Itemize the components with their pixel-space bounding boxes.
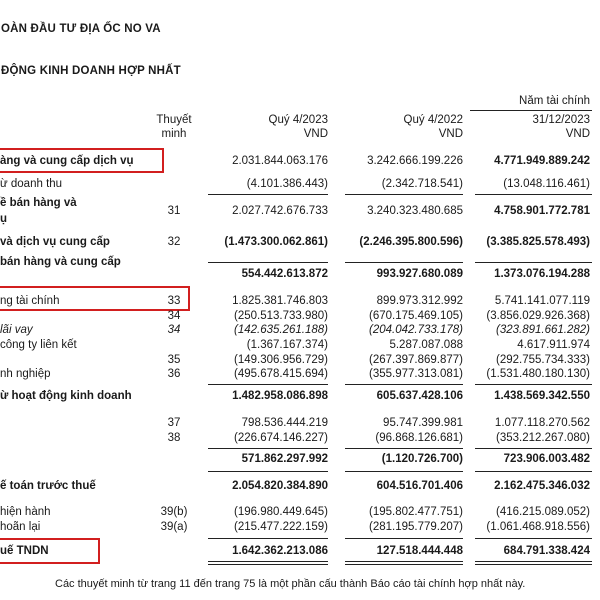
subtotal-rule (475, 448, 592, 449)
report-title: ĐỘNG KINH DOANH HỢP NHẤT (1, 65, 181, 77)
highlight-box (0, 538, 100, 564)
cell-fy-2023: (353.212.267.080) (496, 432, 590, 444)
row-label: uế TNDN (0, 545, 49, 557)
row-label: ế toán trước thuế (0, 480, 96, 492)
row-label: àng và cung cấp dịch vụ (0, 155, 134, 167)
row-note: 33 (167, 295, 181, 307)
subtotal-rule (345, 538, 463, 539)
row-label: hiện hành (0, 506, 51, 518)
header-q4-2023-unit: VND (303, 128, 328, 140)
total-double-rule (208, 561, 328, 565)
header-q4-2023: Quý 4/2023 (268, 114, 328, 126)
cell-q4-2023: 554.442.613.872 (241, 268, 328, 280)
cell-q4-2023: 2.031.844.063.176 (232, 155, 328, 167)
cell-q4-2022: 127.518.444.448 (376, 545, 463, 557)
cell-q4-2022: (2.246.395.800.596) (359, 236, 463, 248)
row-note: 39(b) (160, 506, 188, 518)
total-double-rule (345, 561, 463, 565)
cell-q4-2022: (2.342.718.541) (381, 178, 463, 190)
cell-fy-2023: 1.077.118.270.562 (494, 417, 590, 429)
cell-q4-2022: (96.868.126.681) (375, 432, 463, 444)
subtotal-rule (345, 194, 463, 195)
row-label: ừ hoạt động kinh doanh (0, 390, 132, 402)
cell-fy-2023: 1.438.569.342.550 (494, 390, 590, 402)
cell-q4-2022: (267.397.869.877) (369, 354, 463, 366)
subtotal-rule (475, 471, 592, 472)
subtotal-rule (475, 194, 592, 195)
cell-q4-2022: 95.747.399.981 (383, 417, 463, 429)
header-31-12-2023-unit: VND (565, 128, 590, 140)
header-fiscal-year-rule (470, 110, 592, 111)
subtotal-rule (345, 384, 463, 385)
cell-q4-2022: 605.637.428.106 (376, 390, 463, 402)
row-note: 34 (167, 310, 181, 322)
header-fiscal-year: Năm tài chính (519, 95, 590, 107)
cell-q4-2022: (204.042.733.178) (369, 324, 463, 336)
row-note: 31 (167, 205, 181, 217)
cell-q4-2022: (670.175.469.105) (369, 310, 463, 322)
cell-q4-2022: 993.927.680.089 (376, 268, 463, 280)
cell-q4-2023: (4.101.386.443) (246, 178, 328, 190)
cell-fy-2023: (3.856.029.926.368) (486, 310, 590, 322)
cell-q4-2023: (1.367.167.374) (246, 339, 328, 351)
row-label: ng tài chính (0, 295, 60, 307)
cell-q4-2022: 3.240.323.480.685 (367, 205, 463, 217)
subtotal-rule (475, 384, 592, 385)
header-31-12-2023: 31/12/2023 (532, 114, 590, 126)
header-note-line1: Thuyết (156, 114, 192, 126)
cell-q4-2022: 604.516.701.406 (376, 480, 463, 492)
header-q4-2022-unit: VND (438, 128, 463, 140)
cell-q4-2022: 5.287.087.088 (389, 339, 463, 351)
total-double-rule (475, 561, 592, 565)
cell-fy-2023: 5.741.141.077.119 (494, 295, 590, 307)
header-q4-2022: Quý 4/2022 (403, 114, 463, 126)
cell-q4-2023: 2.027.742.676.733 (232, 205, 328, 217)
row-note: 39(a) (160, 521, 188, 533)
subtotal-rule (208, 384, 328, 385)
row-label: hoãn lại (0, 521, 41, 533)
cell-q4-2022: (195.802.477.751) (369, 506, 463, 518)
cell-q4-2023: 2.054.820.384.890 (232, 480, 328, 492)
highlight-box (0, 148, 164, 173)
cell-fy-2023: (3.385.825.578.493) (486, 236, 590, 248)
cell-q4-2023: (149.306.956.729) (234, 354, 328, 366)
cell-fy-2023: (1.531.480.180.130) (486, 368, 590, 380)
cell-q4-2023: 798.536.444.219 (241, 417, 328, 429)
cell-fy-2023: (292.755.734.333) (496, 354, 590, 366)
highlight-box (0, 286, 190, 311)
subtotal-rule (208, 448, 328, 449)
cell-q4-2022: (1.120.726.700) (381, 453, 463, 465)
cell-q4-2023: (226.674.146.227) (234, 432, 328, 444)
cell-q4-2023: 1.482.958.086.898 (232, 390, 328, 402)
footer-note: Các thuyết minh từ trang 11 đến trang 75 là một phần cấu thành Báo cáo tài chính hợp nhất này. (55, 578, 526, 590)
row-label: lãi vay (0, 324, 33, 336)
cell-fy-2023: 4.771.949.889.242 (494, 155, 590, 167)
cell-q4-2022: 899.973.312.992 (376, 295, 463, 307)
header-note-line2: minh (161, 128, 187, 140)
subtotal-rule (208, 194, 328, 195)
cell-q4-2023: (1.473.300.062.861) (224, 236, 328, 248)
cell-q4-2022: (355.977.313.081) (369, 368, 463, 380)
row-label-line2: ụ (0, 213, 8, 225)
row-label: bán hàng và cung cấp (0, 256, 121, 268)
subtotal-rule (208, 262, 328, 263)
subtotal-rule (208, 471, 328, 472)
row-note: 32 (167, 236, 181, 248)
cell-fy-2023: 2.162.475.346.032 (494, 480, 590, 492)
subtotal-rule (475, 262, 592, 263)
subtotal-rule (345, 448, 463, 449)
cell-fy-2023: (323.891.661.282) (496, 324, 590, 336)
cell-q4-2023: (215.477.222.159) (234, 521, 328, 533)
row-label: ừ doanh thu (0, 178, 63, 190)
row-note: 34 (167, 324, 181, 336)
cell-fy-2023: 723.906.003.482 (503, 453, 590, 465)
cell-fy-2023: 4.758.901.772.781 (494, 205, 590, 217)
subtotal-rule (208, 538, 328, 539)
cell-fy-2023: (416.215.089.052) (496, 506, 590, 518)
cell-q4-2022: 3.242.666.199.226 (367, 155, 463, 167)
cell-q4-2023: 571.862.297.992 (241, 453, 328, 465)
cell-q4-2023: (250.513.733.980) (234, 310, 328, 322)
subtotal-rule (345, 262, 463, 263)
subtotal-rule (475, 538, 592, 539)
row-note: 35 (167, 354, 181, 366)
company-name: OÀN ĐẦU TƯ ĐỊA ỐC NO VA (1, 23, 161, 35)
row-label: và dịch vụ cung cấp (0, 236, 110, 248)
subtotal-rule (345, 471, 463, 472)
cell-q4-2023: (196.980.449.645) (234, 506, 328, 518)
cell-fy-2023: (13.048.116.461) (503, 178, 590, 190)
cell-fy-2023: 684.791.338.424 (503, 545, 590, 557)
cell-q4-2023: 1.825.381.746.803 (232, 295, 328, 307)
cell-fy-2023: 1.373.076.194.288 (494, 268, 590, 280)
cell-fy-2023: 4.617.911.974 (517, 339, 590, 351)
row-note: 38 (167, 432, 181, 444)
cell-q4-2022: (281.195.779.207) (369, 521, 463, 533)
row-note: 36 (167, 368, 181, 380)
cell-q4-2023: 1.642.362.213.086 (232, 545, 328, 557)
row-label: ề bán hàng và (0, 197, 77, 209)
row-label: nh nghiệp (0, 368, 51, 380)
cell-fy-2023: (1.061.468.918.556) (486, 521, 590, 533)
cell-q4-2023: (495.678.415.694) (234, 368, 328, 380)
row-label: công ty liên kết (0, 339, 77, 351)
row-note: 37 (167, 417, 181, 429)
cell-q4-2023: (142.635.261.188) (234, 324, 328, 336)
